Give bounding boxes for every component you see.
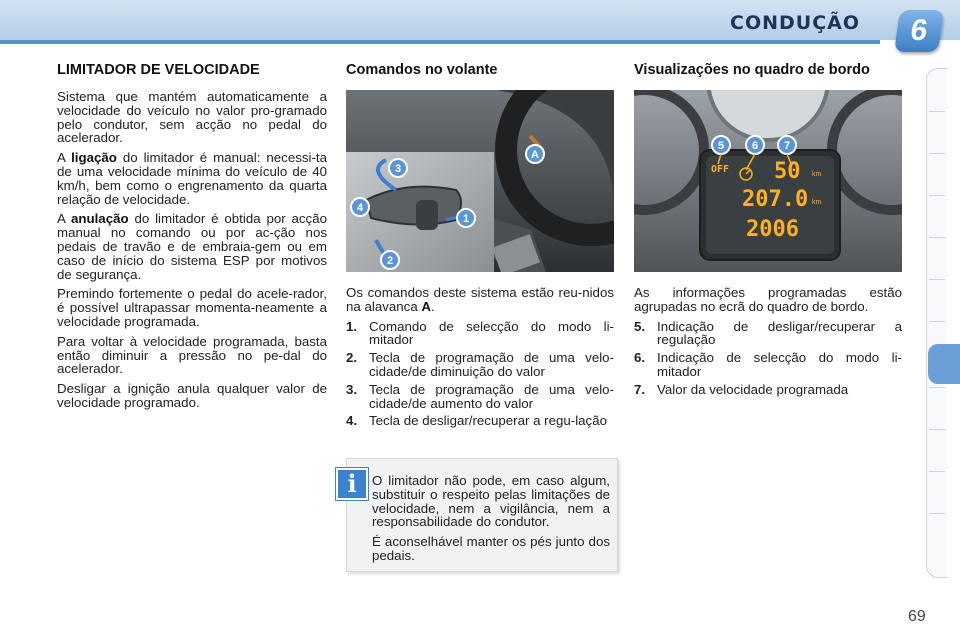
callout-label: 2 xyxy=(386,255,394,267)
text-fragment: do limitador é manual: necessi-ta de uma velocidade mínima do veículo de 40 km/h, bem como o engrenamento da quarta relação de velocidade. xyxy=(57,150,327,207)
bold-term: ligação xyxy=(71,150,117,166)
paragraph xyxy=(57,212,327,281)
text-fragment: . xyxy=(431,298,435,314)
callout-label: 5 xyxy=(717,140,725,152)
chapter-title: CONDUÇÃO xyxy=(730,12,860,34)
side-tab-divider xyxy=(929,387,945,388)
display-unit: km xyxy=(812,171,822,178)
list-text: Tecla de programação de uma velo-cidade/de diminuição do valor xyxy=(369,350,614,379)
info-icon: i xyxy=(336,468,368,500)
paragraph: Para voltar à velocidade programada, basta então diminuir a pressão no pe-dal do acelerador. xyxy=(57,333,327,377)
display-programmed-speed: 50 xyxy=(774,159,801,184)
side-tab-divider xyxy=(929,321,945,322)
bold-term: A xyxy=(421,298,432,314)
callout-label: 4 xyxy=(356,202,364,214)
paragraph: É aconselhável manter os pés junto dos pedais. xyxy=(372,534,610,563)
list-item xyxy=(634,351,902,379)
text-fragment: A xyxy=(57,211,71,227)
side-tab-divider xyxy=(929,237,945,238)
list-text: Valor da velocidade programada xyxy=(657,381,849,397)
list-item xyxy=(346,351,614,379)
paragraph: Desligar a ignição anula qualquer valor de velocidade programado. xyxy=(57,381,327,410)
side-tab-divider xyxy=(929,429,945,430)
text-fragment: Os comandos deste sistema estão reu-nidos na alavanca xyxy=(346,285,614,314)
list-item xyxy=(634,320,902,348)
callout-label: 6 xyxy=(751,140,759,152)
list-number: 2. xyxy=(346,350,358,366)
paragraph xyxy=(346,286,614,314)
side-tab-divider xyxy=(929,471,945,472)
page-number: 69 xyxy=(908,608,926,625)
info-note-text xyxy=(372,474,610,569)
text-fragment: do limitador é obtida por acção manual no comando ou por ac-ção nos pedais de travão e de embraia-gem ou em caso de início do sistema ESP por motivos de segurança. xyxy=(57,211,327,282)
side-tab-divider xyxy=(929,513,945,514)
instrument-panel-photo xyxy=(634,90,902,272)
callout-label: 7 xyxy=(783,140,791,152)
list-item xyxy=(346,320,614,348)
instrument-panel-illustration xyxy=(634,90,902,272)
display-odometer: 207.0 xyxy=(742,187,809,212)
list-number: 3. xyxy=(346,381,358,397)
list-text: Indicação de selecção do modo li-mitador xyxy=(657,350,902,379)
callout-label: 1 xyxy=(462,213,470,225)
display-unit: km xyxy=(812,199,822,206)
list-number: 1. xyxy=(346,318,358,334)
list-number: 5. xyxy=(634,318,646,334)
side-tab-divider xyxy=(929,279,945,280)
display-off-text: OFF xyxy=(711,164,730,175)
side-tab-divider xyxy=(929,195,945,196)
callout-label: A xyxy=(531,149,539,161)
text-fragment: A xyxy=(57,150,72,166)
section-title: Visualizações no quadro de bordo xyxy=(634,62,870,78)
chapter-number-badge: 6 xyxy=(894,10,944,52)
list-item xyxy=(346,383,614,411)
column-middle xyxy=(346,286,614,432)
paragraph: Sistema que mantém automaticamente a velocidade do veículo no valor pro-gramado pelo condutor, sem acção no pedal do acelerador. xyxy=(57,89,327,146)
page-header xyxy=(0,0,960,48)
steering-controls-illustration xyxy=(346,90,614,272)
list-number: 7. xyxy=(634,381,646,397)
header-accent-line xyxy=(0,40,880,44)
steering-controls-photo xyxy=(346,90,614,272)
side-tab-divider xyxy=(929,111,945,112)
chapter-side-tabs xyxy=(926,68,947,578)
list-number: 4. xyxy=(346,413,358,429)
list-number: 6. xyxy=(634,350,646,366)
paragraph: Premindo fortemente o pedal do acele-rador, é possível ultrapassar momenta-neamente a velocidade programada. xyxy=(57,286,327,329)
side-tab-active[interactable] xyxy=(928,344,960,384)
display-trip: 2006 xyxy=(746,217,799,242)
bold-term: anulação xyxy=(70,211,129,227)
callout-label: 3 xyxy=(394,163,402,175)
section-title: Comandos no volante xyxy=(346,62,498,78)
column-left xyxy=(57,90,327,416)
list-item xyxy=(346,414,614,428)
list-text: Comando de selecção do modo li-mitador xyxy=(369,318,614,348)
paragraph: As informações programadas estão agrupadas no ecrã do quadro de bordo. xyxy=(634,285,902,314)
paragraph xyxy=(57,151,327,206)
list-text: Tecla de programação de uma velo-cidade/de aumento do valor xyxy=(369,381,614,411)
column-right xyxy=(634,286,902,401)
section-title: LIMITADOR DE VELOCIDADE xyxy=(57,62,260,78)
side-tab-divider xyxy=(929,153,945,154)
list-text: Indicação de desligar/recuperar a regulação xyxy=(657,318,902,348)
list-item xyxy=(634,383,902,397)
paragraph: O limitador não pode, em caso algum, substituir o respeito pelas limitações de velocidade, nem a vigilância, nem a responsabilidade do condutor. xyxy=(372,473,610,530)
list-text: Tecla de desligar/recuperar a regu-lação xyxy=(369,413,607,429)
